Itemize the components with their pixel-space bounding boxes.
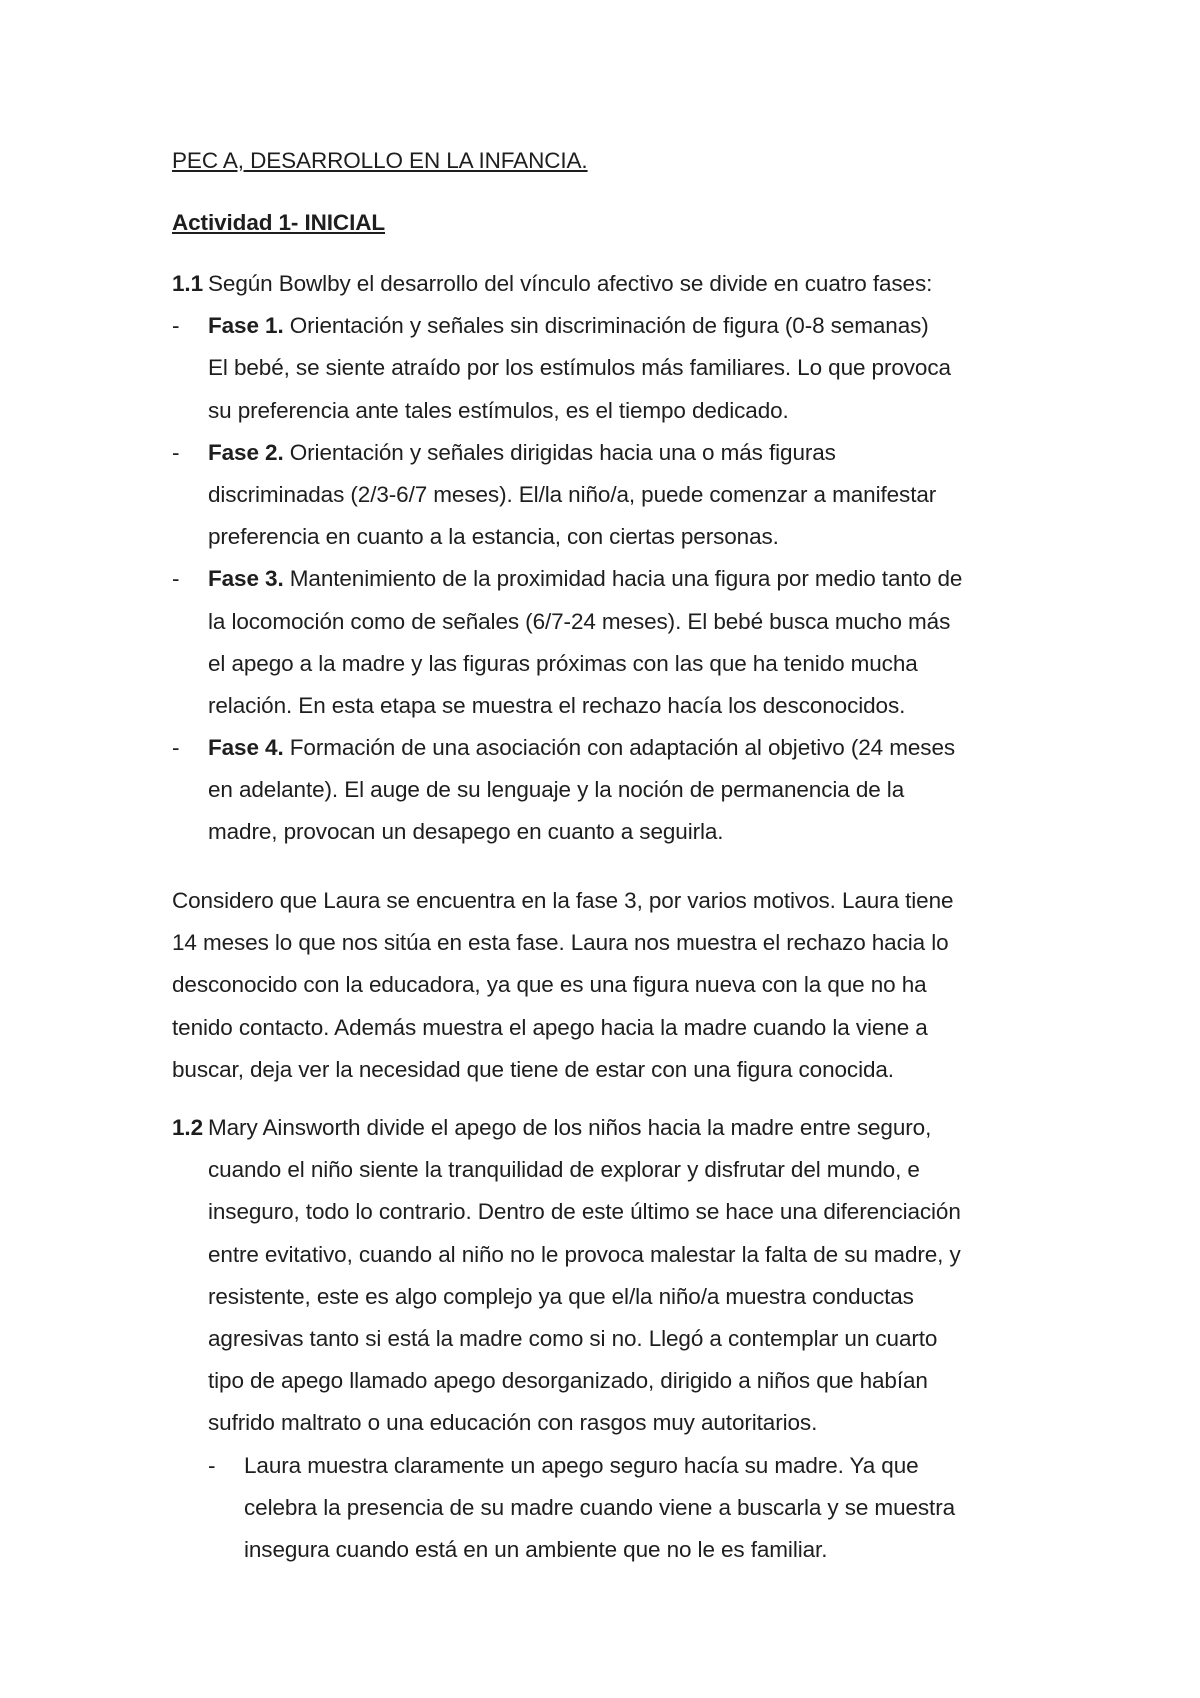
sub-item-line: insegura cuando está en un ambiente que no le es familiar. (244, 1536, 828, 1562)
sub-item-line-1 (172, 1445, 1052, 1487)
phase-text: Mantenimiento de la proximidad hacia una figura por medio tanto de (283, 566, 963, 592)
list-dash: - (172, 735, 180, 761)
list-dash: - (172, 313, 180, 339)
activity-heading: Actividad 1- INICIAL (172, 210, 386, 235)
phase-3-line-3: el apego a la madre y las figuras próximas con las que ha tenido mucha (208, 650, 918, 676)
phase-1-line-2: El bebé, se siente atraído por los estímulos más familiares. Lo que provoca (208, 355, 951, 381)
phase-2-line-3: preferencia en cuanto a la estancia, con ciertas personas. (208, 524, 779, 550)
document-title: PEC A, DESARROLLO EN LA INFANCIA. (172, 148, 588, 173)
phase-2-line-2: discriminadas (2/3-6/7 meses). El/la niño/a, puede comenzar a manifestar (208, 481, 937, 507)
phase-label: Fase 3. (208, 566, 284, 592)
phase-label: Fase 4. (208, 735, 284, 761)
phase-1-line-3: su preferencia ante tales estímulos, es el tiempo dedicado. (208, 397, 789, 423)
paragraph-line: 14 meses lo que nos sitúa en esta fase. Laura nos muestra el rechazo hacia lo (172, 930, 949, 956)
phase-text: Orientación y señales sin discriminación de figura (0-8 semanas) (283, 313, 929, 339)
phase-text: Formación de una asociación con adaptación al objetivo (24 meses (283, 735, 956, 761)
phase-4-line-1 (172, 727, 1052, 769)
section-1-2-line: inseguro, todo lo contrario. Dentro de este último se hace una diferenciación (208, 1199, 961, 1225)
paragraph-line: desconocido con la educadora, ya que es una figura nueva con la que no ha (172, 972, 927, 998)
paragraph-laura (172, 880, 1052, 1091)
section-1-2-line: resistente, este es algo complejo ya que el/la niño/a muestra conductas (208, 1283, 914, 1309)
sub-item-text: Laura muestra claramente un apego seguro hacía su madre. Ya que (244, 1452, 919, 1478)
phase-3-line-1 (172, 558, 1052, 600)
phase-3-line-2: la locomoción como de señales (6/7-24 meses). El bebé busca mucho más (208, 608, 951, 634)
paragraph-line: tenido contacto. Además muestra el apego hacia la madre cuando la viene a (172, 1014, 928, 1040)
list-dash: - (172, 566, 180, 592)
section-1-2-line: entre evitativo, cuando al niño no le provoca malestar la falta de su madre, y (208, 1241, 961, 1267)
phase-text: Orientación y señales dirigidas hacia una o más figuras (283, 439, 836, 465)
section-text: Mary Ainsworth divide el apego de los niños hacia la madre entre seguro, (208, 1115, 932, 1140)
section-number: 1.2 (172, 1115, 203, 1140)
section-1-2-line: agresivas tanto si está la madre como si no. Llegó a contemplar un cuarto (208, 1325, 938, 1351)
section-1-1-intro (172, 263, 1052, 305)
section-1-1 (172, 263, 1052, 854)
phase-label: Fase 1. (208, 313, 284, 339)
phase-4-line-3: madre, provocan un desapego en cuanto a seguirla. (208, 819, 724, 845)
phase-4-line-2: en adelante). El auge de su lenguaje y la noción de permanencia de la (208, 777, 905, 803)
section-1-2-line: tipo de apego llamado apego desorganizado, dirigido a niños que habían (208, 1368, 928, 1394)
section-1-2-line: cuando el niño siente la tranquilidad de explorar y disfrutar del mundo, e (208, 1157, 920, 1183)
section-1-2-line: sufrido maltrato o una educación con rasgos muy autoritarios. (208, 1410, 818, 1436)
section-1-2-line-1 (172, 1107, 1052, 1149)
phase-1-line-1 (172, 305, 1052, 347)
section-number: 1.1 (172, 271, 203, 296)
sub-item-line: celebra la presencia de su madre cuando viene a buscarla y se muestra (244, 1494, 956, 1520)
paragraph-line: Considero que Laura se encuentra en la fase 3, por varios motivos. Laura tiene (172, 888, 954, 913)
phase-label: Fase 2. (208, 439, 284, 465)
section-1-2 (172, 1107, 1052, 1571)
phase-3-line-4: relación. En esta etapa se muestra el rechazo hacía los desconocidos. (208, 692, 906, 718)
list-dash: - (172, 439, 180, 465)
section-intro-text: Según Bowlby el desarrollo del vínculo afectivo se divide en cuatro fases: (208, 271, 933, 296)
paragraph-line: buscar, deja ver la necesidad que tiene de estar con una figura conocida. (172, 1056, 894, 1082)
list-dash: - (208, 1452, 216, 1478)
phase-2-line-1 (172, 432, 1052, 474)
